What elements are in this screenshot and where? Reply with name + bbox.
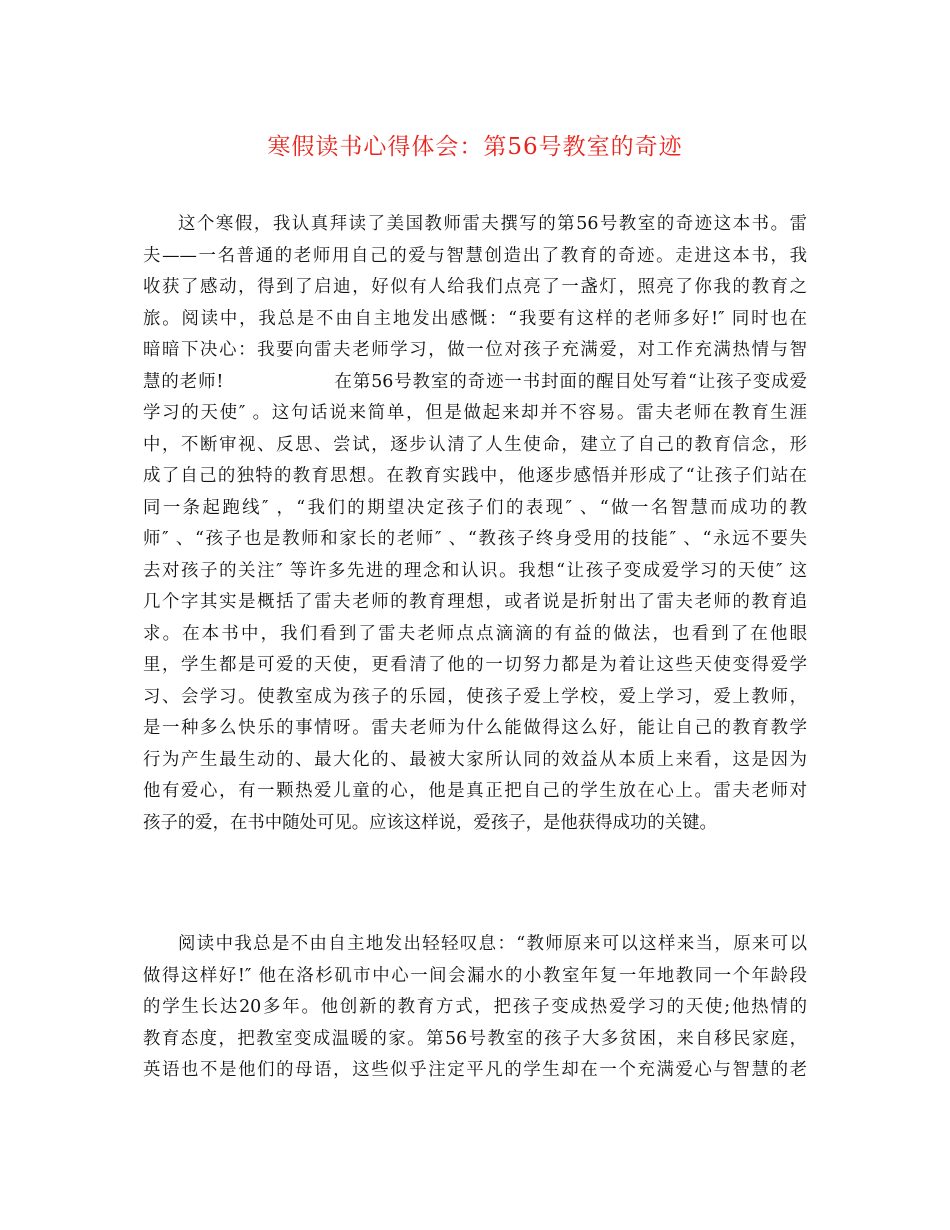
text-line: 孩子的爱，在书中随处可见。应该这样说，爱孩子，是他获得成功的关键。	[143, 812, 717, 833]
text-line: 做得这样好!″ 他在洛杉矶市中心一间会漏水的小教室年复一年地教同一个年龄段	[143, 965, 807, 986]
text-line: 同一条起跑线″ ，“我们的期望决定孩子们的表现″ 、“做一名智慧而成功的教	[143, 497, 807, 518]
text-line: 学习的天使″ 。这句话说来简单，但是做起来却并不容易。雷夫老师在教育生涯	[143, 403, 807, 423]
text-line: 习、会学习。使教室成为孩子的乐园，使孩子爱上学校，爱上学习，爱上教师，	[143, 686, 807, 707]
document-title: 寒假读书心得体会：第56号教室的奇迹	[267, 134, 683, 160]
text-line: 是一种多么快乐的事情呀。雷夫老师为什么能做得这么好，能让自己的教育教学	[143, 718, 807, 738]
text-line: 收获了感动，得到了启迪，好似有人给我们点亮了一盏灯，照亮了你我的教育之	[143, 277, 807, 297]
text-line: 去对孩子的关注″ 等许多先进的理念和认识。我想“让孩子变成爱学习的天使″ 这	[143, 560, 807, 581]
text-line: 成了自己的独特的教育思想。在教育实践中，他逐步感悟并形成了“让孩子们站在	[143, 466, 807, 486]
paragraph-1	[143, 209, 807, 839]
text-line: 英语也不是他们的母语，这些似乎注定平凡的学生却在一个充满爱心与智慧的老	[143, 1060, 807, 1080]
text-line: 几个字其实是概括了雷夫老师的教育理想，或者说是折射出了雷夫老师的教育追	[143, 592, 807, 612]
text-line: 他有爱心，有一颗热爱儿童的心，他是真正把自己的学生放在心上。雷夫老师对	[143, 781, 807, 801]
paragraph-2	[143, 929, 807, 1087]
text-line: 师″ 、“孩子也是教师和家长的老师″ 、“教孩子终身受用的技能″ 、“永远不要失	[143, 529, 807, 549]
text-line: 行为产生最生动的、最大化的、最被大家所认同的效益从本质上来看，这是因为	[143, 749, 807, 770]
text-line: 的学生长达20多年。他创新的教育方式，把孩子变成热爱学习的天使;他热情的	[143, 997, 807, 1017]
text-line: 求。在本书中，我们看到了雷夫老师点点滴滴的有益的做法，也看到了在他眼	[143, 623, 807, 644]
text-line: 慧的老师! 在第56号教室的奇迹一书封面的醒目处写着“让孩子变成爱	[143, 371, 807, 392]
text-line: 中，不断审视、反思、尝试，逐步认清了人生使命，建立了自己的教育信念，形	[143, 434, 807, 455]
text-line: 教育态度，把教室变成温暖的家。第56号教室的孩子大多贫困，来自移民家庭，	[143, 1028, 807, 1049]
text-line: 旅。阅读中，我总是不由自主地发出感慨：“我要有这样的老师多好!″ 同时也在	[143, 308, 807, 329]
text-line: 夫——一名普通的老师用自己的爱与智慧创造出了教育的奇迹。走进这本书，我	[143, 245, 807, 266]
text-line: 暗暗下决心：我要向雷夫老师学习，做一位对孩子充满爱，对工作充满热情与智	[143, 340, 807, 360]
text-line: 阅读中我总是不由自主地发出轻轻叹息：“教师原来可以这样来当，原来可以	[178, 934, 807, 954]
text-line: 里，学生都是可爱的天使，更看清了他的一切努力都是为着让这些天使变得爱学	[143, 655, 807, 675]
text-line: 这个寒假，我认真拜读了美国教师雷夫撰写的第56号教室的奇迹这本书。雷	[178, 214, 807, 234]
